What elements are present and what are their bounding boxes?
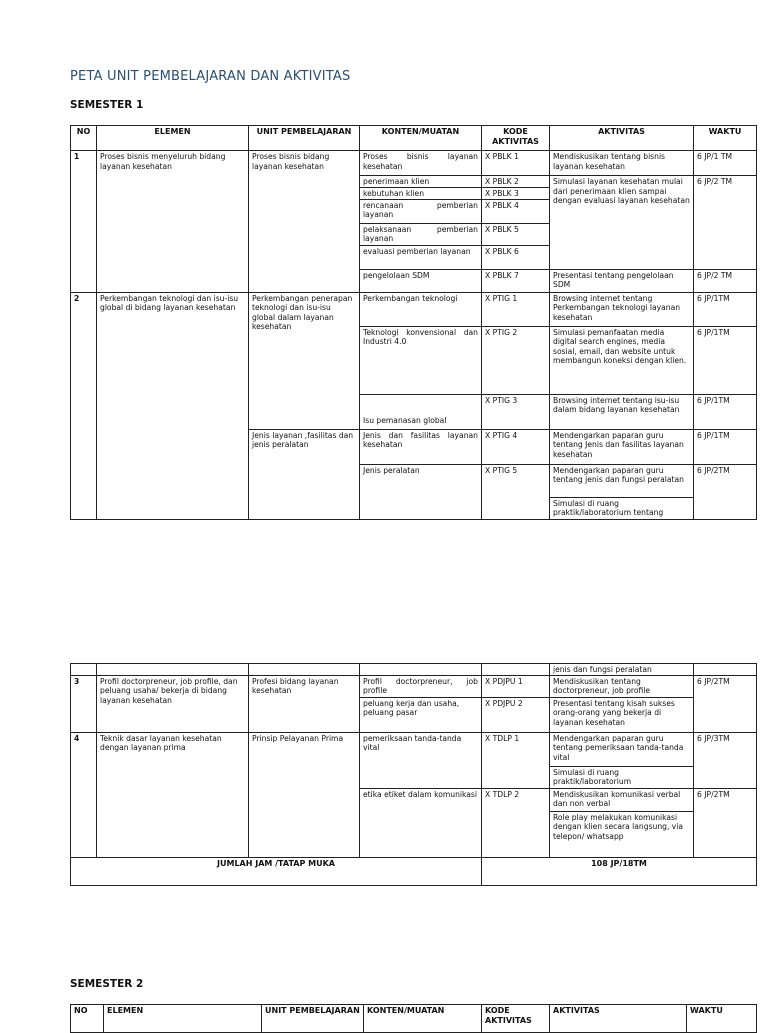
table-row xyxy=(71,151,757,176)
cell-unit: Perkembangan penerapan teknologi dan isu-isu global dalam layanan kesehatan xyxy=(249,292,360,429)
cell-konten: Profil doctorpreneur, job profile xyxy=(360,675,482,697)
table-row xyxy=(71,292,757,326)
cell-kode: X PDJPU 1 xyxy=(482,675,550,697)
cell-waktu: 6 JP/1 TM xyxy=(694,151,757,176)
total-value: 108 JP/18TM xyxy=(482,857,757,885)
cell-kode: X PTIG 4 xyxy=(482,429,550,464)
semester-2-table xyxy=(70,1004,757,1033)
cell-konten: pelaksanaan pemberian layanan xyxy=(360,223,482,245)
cell-no: 3 xyxy=(71,675,97,732)
cell-unit: Proses bisnis bidang layanan kesehatan xyxy=(249,151,360,293)
cell-aktivitas: Mendengarkan paparan guru tentang pemeriksaan tanda-tanda vital xyxy=(550,732,694,766)
cell-aktivitas: Simulasi layanan kesehatan mulai dari penerimaan klien sampai dengan evaluasi layanan kesehatan xyxy=(550,176,694,270)
header-kode: KODE AKTIVITAS xyxy=(482,126,550,151)
cell-kode: X TDLP 2 xyxy=(482,788,550,857)
header-no: NO xyxy=(71,1005,104,1033)
cell-waktu: 6 JP/2 TM xyxy=(694,269,757,292)
cell-konten: Isu pemanasan global xyxy=(360,394,482,429)
empty-cell xyxy=(360,664,482,676)
cell-konten: Proses bisnis layanan kesehatan xyxy=(360,151,482,176)
empty-cell xyxy=(71,664,97,676)
cell-konten: pemeriksaan tanda-tanda vital xyxy=(360,732,482,788)
table-row xyxy=(71,675,757,697)
cell-kode: X PBLK 4 xyxy=(482,199,550,223)
empty-cell xyxy=(97,664,249,676)
header-waktu: WAKTU xyxy=(687,1005,757,1033)
cell-kode: X PTIG 3 xyxy=(482,394,550,429)
semester-2-heading: SEMESTER 2 xyxy=(70,978,144,990)
semester-1-heading: SEMESTER 1 xyxy=(70,99,144,111)
cell-konten: Jenis peralatan xyxy=(360,464,482,519)
header-konten: KONTEN/MUATAN xyxy=(364,1005,482,1033)
cell-aktivitas: Simulasi pemanfaatan media digital search engines, media sosial, email, dan website untuk membangun koneksi dengan klien. xyxy=(550,326,694,394)
table-header-row xyxy=(71,1005,757,1033)
page-title: PETA UNIT PEMBELAJARAN DAN AKTIVITAS xyxy=(70,69,351,84)
header-aktivitas: AKTIVITAS xyxy=(550,1005,687,1033)
cell-unit: Profesi bidang layanan kesehatan xyxy=(249,675,360,732)
cell-kode: X PBLK 5 xyxy=(482,223,550,245)
header-no: NO xyxy=(71,126,97,151)
empty-cell xyxy=(482,664,550,676)
header-unit: UNIT PEMBELAJARAN xyxy=(249,126,360,151)
header-elemen: ELEMEN xyxy=(104,1005,262,1033)
cell-aktivitas: Simulasi di ruang praktik/laboratorium xyxy=(550,766,694,788)
cell-elemen: Perkembangan teknologi dan isu-isu global di bidang layanan kesehatan xyxy=(97,292,249,519)
cell-kode: X PBLK 6 xyxy=(482,245,550,269)
cell-waktu: 6 JP/2 TM xyxy=(694,176,757,270)
total-label: JUMLAH JAM /TATAP MUKA xyxy=(71,857,482,885)
cell-kode: X PTIG 2 xyxy=(482,326,550,394)
table-row xyxy=(71,732,757,766)
cell-aktivitas: Simulasi di ruang praktik/laboratorium tentang xyxy=(550,497,694,519)
cell-aktivitas: Browsing internet tentang Perkembangan teknologi layanan kesehatan xyxy=(550,292,694,326)
cell-aktivitas: Browsing internet tentang isu-isu dalam bidang layanan kesehatan xyxy=(550,394,694,429)
header-aktivitas: AKTIVITAS xyxy=(550,126,694,151)
cell-aktivitas: Mendengarkan paparan guru tentang jenis dan fungsi peralatan xyxy=(550,464,694,497)
header-unit: UNIT PEMBELAJARAN xyxy=(262,1005,364,1033)
cell-aktivitas: Role play melakukan komunikasi dengan klien secara langsung, via telepon/ whatsapp xyxy=(550,811,694,857)
cell-waktu: 6 JP/2TM xyxy=(694,788,757,857)
cell-konten: evaluasi pemberian layanan xyxy=(360,245,482,269)
cell-aktivitas: Mendengarkan paparan guru tentang Jenis dan fasilitas layanan kesehatan xyxy=(550,429,694,464)
cell-aktivitas: Mendiskusikan tentang doctorpreneur, job profile xyxy=(550,675,694,697)
cell-kode: X PTIG 5 xyxy=(482,464,550,519)
cell-waktu: 6 JP/1TM xyxy=(694,394,757,429)
cell-kode: X PDJPU 2 xyxy=(482,697,550,732)
cell-kode: X PBLK 2 xyxy=(482,176,550,188)
cell-konten: Jenis dan fasilitas layanan kesehatan xyxy=(360,429,482,464)
empty-cell xyxy=(249,664,360,676)
cell-aktivitas: Mendiskusikan tentang bisnis layanan kesehatan xyxy=(550,151,694,176)
cell-kode: X PBLK 1 xyxy=(482,151,550,176)
cell-elemen: Profil doctorpreneur, job profile, dan peluang usaha/ bekerja di bidang layanan kesehatan xyxy=(97,675,249,732)
header-konten: KONTEN/MUATAN xyxy=(360,126,482,151)
cell-konten: kebutuhan klien xyxy=(360,187,482,199)
cell-konten: pengelolaan SDM xyxy=(360,269,482,292)
header-waktu: WAKTU xyxy=(694,126,757,151)
cell-no: 2 xyxy=(71,292,97,519)
cell-kode: X TDLP 1 xyxy=(482,732,550,788)
cell-waktu: 6 JP/3TM xyxy=(694,732,757,788)
cell-elemen: Proses bisnis menyeluruh bidang layanan kesehatan xyxy=(97,151,249,293)
cell-konten: rencanaan pemberian layanan xyxy=(360,199,482,223)
cell-waktu: 6 JP/1TM xyxy=(694,326,757,394)
cell-kode: X PTIG 1 xyxy=(482,292,550,326)
cell-konten: Teknologi konvensional dan Industri 4.0 xyxy=(360,326,482,394)
semester-1-table xyxy=(70,125,757,520)
cell-kode: X PBLK 3 xyxy=(482,187,550,199)
cell-unit: Jenis layanan ,fasilitas dan jenis peralatan xyxy=(249,429,360,519)
total-row xyxy=(71,857,757,885)
cell-aktivitas: Mendiskusikan komunikasi verbal dan non verbal xyxy=(550,788,694,811)
cell-no: 1 xyxy=(71,151,97,293)
cell-waktu: 6 JP/2TM xyxy=(694,464,757,519)
cell-waktu: 6 JP/1TM xyxy=(694,292,757,326)
cell-aktivitas: Presentasi tentang pengelolaan SDM xyxy=(550,269,694,292)
cell-konten: Perkembangan teknologi xyxy=(360,292,482,326)
cell-konten: penerimaan klien xyxy=(360,176,482,188)
empty-cell xyxy=(694,664,757,676)
cell-waktu: 6 JP/1TM xyxy=(694,429,757,464)
cell-aktivitas: Presentasi tentang kisah sukses orang-orang yang bekerja di layanan kesehatan xyxy=(550,697,694,732)
cell-aktivitas: jenis dan fungsi peralatan xyxy=(550,664,694,676)
header-kode: KODE AKTIVITAS xyxy=(482,1005,550,1033)
cell-konten: peluang kerja dan usaha, peluang pasar xyxy=(360,697,482,732)
table-row xyxy=(71,664,757,676)
table-header-row xyxy=(71,126,757,151)
cell-waktu: 6 JP/2TM xyxy=(694,675,757,732)
cell-kode: X PBLK 7 xyxy=(482,269,550,292)
cell-no: 4 xyxy=(71,732,97,857)
cell-elemen: Teknik dasar layanan kesehatan dengan layanan prima xyxy=(97,732,249,857)
cell-konten: etika etiket dalam komunikasi xyxy=(360,788,482,857)
header-elemen: ELEMEN xyxy=(97,126,249,151)
cell-unit: Prinsip Pelayanan Prima xyxy=(249,732,360,857)
semester-1-table-continued xyxy=(70,663,757,886)
